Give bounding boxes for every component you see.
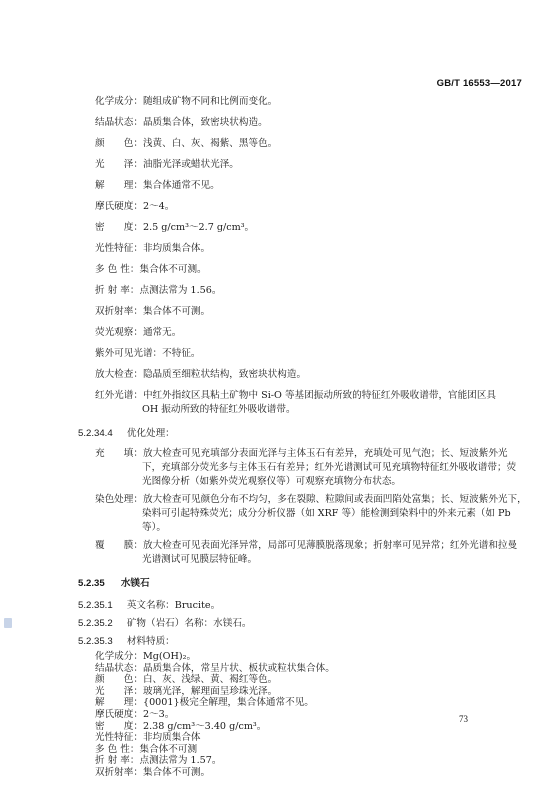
- property-line: 荧光观察：通常无。: [95, 327, 182, 338]
- property-line: 多 色 性：集合体不可测: [95, 743, 198, 755]
- property-line: 密 度：2.5 g/cm³～2.7 g/cm³。: [95, 222, 255, 233]
- property-line: 放大检查：隐晶质至细粒状结构，致密块状构造。: [95, 369, 307, 380]
- property-line: 密 度：2.38 g/cm³～3.40 g/cm³。: [95, 720, 267, 732]
- page-number: 73: [459, 714, 468, 724]
- property-line: 摩氏硬度：2～3。: [95, 709, 175, 720]
- section-text: 英文名称：Brucite。: [126, 600, 221, 611]
- property-line: 解 理：{0001}极完全解理，集合体通常不见。: [95, 697, 314, 709]
- property-line: 双折射率：集合体不可测。: [95, 767, 211, 778]
- treatment-line-continued: 光图像分析（如紫外荧光观察仪等）可观察充填物分布状态。: [142, 476, 402, 487]
- property-line: 摩氏硬度：2～4。: [95, 201, 175, 212]
- treatment-line: 染色处理：放大检查可见颜色分布不均匀，多在裂隙、粒隙间或表面凹陷处富集；长、短波紫外光下，: [95, 494, 527, 505]
- section-5-2-35-2: [78, 618, 252, 630]
- property-line: 解 理：集合体通常不见。: [95, 180, 220, 191]
- property-line: 化学成分：随组成矿物不同和比例而变化。: [95, 96, 278, 107]
- section-number: 5.2.35: [78, 578, 105, 589]
- treatment-line: 充 填：放大检查可见充填部分表面光泽与主体玉石有差异，充填处可见气泡；长、短波紫外光: [95, 448, 508, 459]
- section-heading-5-2-34-4: [78, 428, 175, 440]
- property-line: 结晶状态：晶质集合体，致密块状构造。: [95, 117, 268, 128]
- section-title: 水镁石: [120, 578, 150, 589]
- standard-code: GB/T 16553—2017: [436, 78, 522, 89]
- scan-edge-mark: [4, 618, 12, 628]
- section-number: 5.2.35.1: [78, 600, 113, 611]
- section-number: 5.2.35.3: [78, 636, 113, 647]
- property-line: 光性特征：非均质集合体: [95, 732, 201, 744]
- section-5-2-35-3: [78, 636, 175, 648]
- property-line: 颜 色：浅黄、白、灰、褐紫、黑等色。: [95, 138, 278, 149]
- property-line: 光 泽：玻璃光泽，解理面呈珍珠光泽。: [95, 685, 278, 697]
- treatment-line: 覆 膜：放大检查可见表面光泽异常，局部可见薄膜脱落现象；折射率可见异常；红外光谱和拉曼: [95, 540, 518, 551]
- property-line: 双折射率：集合体不可测。: [95, 306, 211, 317]
- property-line: 折 射 率：点测法常为 1.57。: [95, 755, 222, 767]
- property-line: 紫外可见光谱：不特征。: [95, 348, 201, 359]
- property-line: 颜 色：白、灰、浅绿、黄、褐红等色。: [95, 674, 278, 686]
- property-line: 折 射 率：点测法常为 1.56。: [95, 285, 222, 296]
- section-text: 材料特质：: [126, 636, 175, 647]
- property-line: 红外光谱：中红外指纹区具粘土矿物中 Si-O 等基团振动所致的特征红外吸收谱带，官能团区具: [95, 390, 497, 401]
- property-line: 化学成分：Mg(OH)₂。: [95, 651, 197, 662]
- treatment-line-continued: 光谱测试可见膜层特征峰。: [142, 554, 258, 565]
- section-text: 矿物（岩石）名称：水镁石。: [126, 618, 252, 629]
- section-title: 优化处理：: [126, 428, 175, 439]
- treatment-line-continued: 染料可引起特殊荧光；成分分析仪器（如 XRF 等）能检测到染料中的外来元素（如 Pb: [142, 508, 511, 519]
- property-line: 光性特征：非均质集合体。: [95, 243, 211, 254]
- property-line: 结晶状态：晶质集合体，常呈片状、板状或粒状集合体。: [95, 662, 335, 674]
- property-line-continued: OH 振动所致的特征红外吸收谱带。: [142, 404, 296, 415]
- property-line: 多 色 性：集合体不可测。: [95, 264, 207, 275]
- treatment-line-continued: 下，充填部分荧光多与主体玉石有差异；红外光谱测试可见充填物特征红外吸收谱带；荧: [142, 462, 517, 473]
- treatment-line-continued: 等）。: [142, 522, 166, 533]
- section-number: 5.2.35.2: [78, 618, 113, 629]
- section-5-2-35-1: [78, 600, 220, 612]
- property-line: 光 泽：油脂光泽或蜡状光泽。: [95, 159, 239, 170]
- section-heading-5-2-35: [78, 578, 150, 590]
- section-number: 5.2.34.4: [78, 428, 113, 439]
